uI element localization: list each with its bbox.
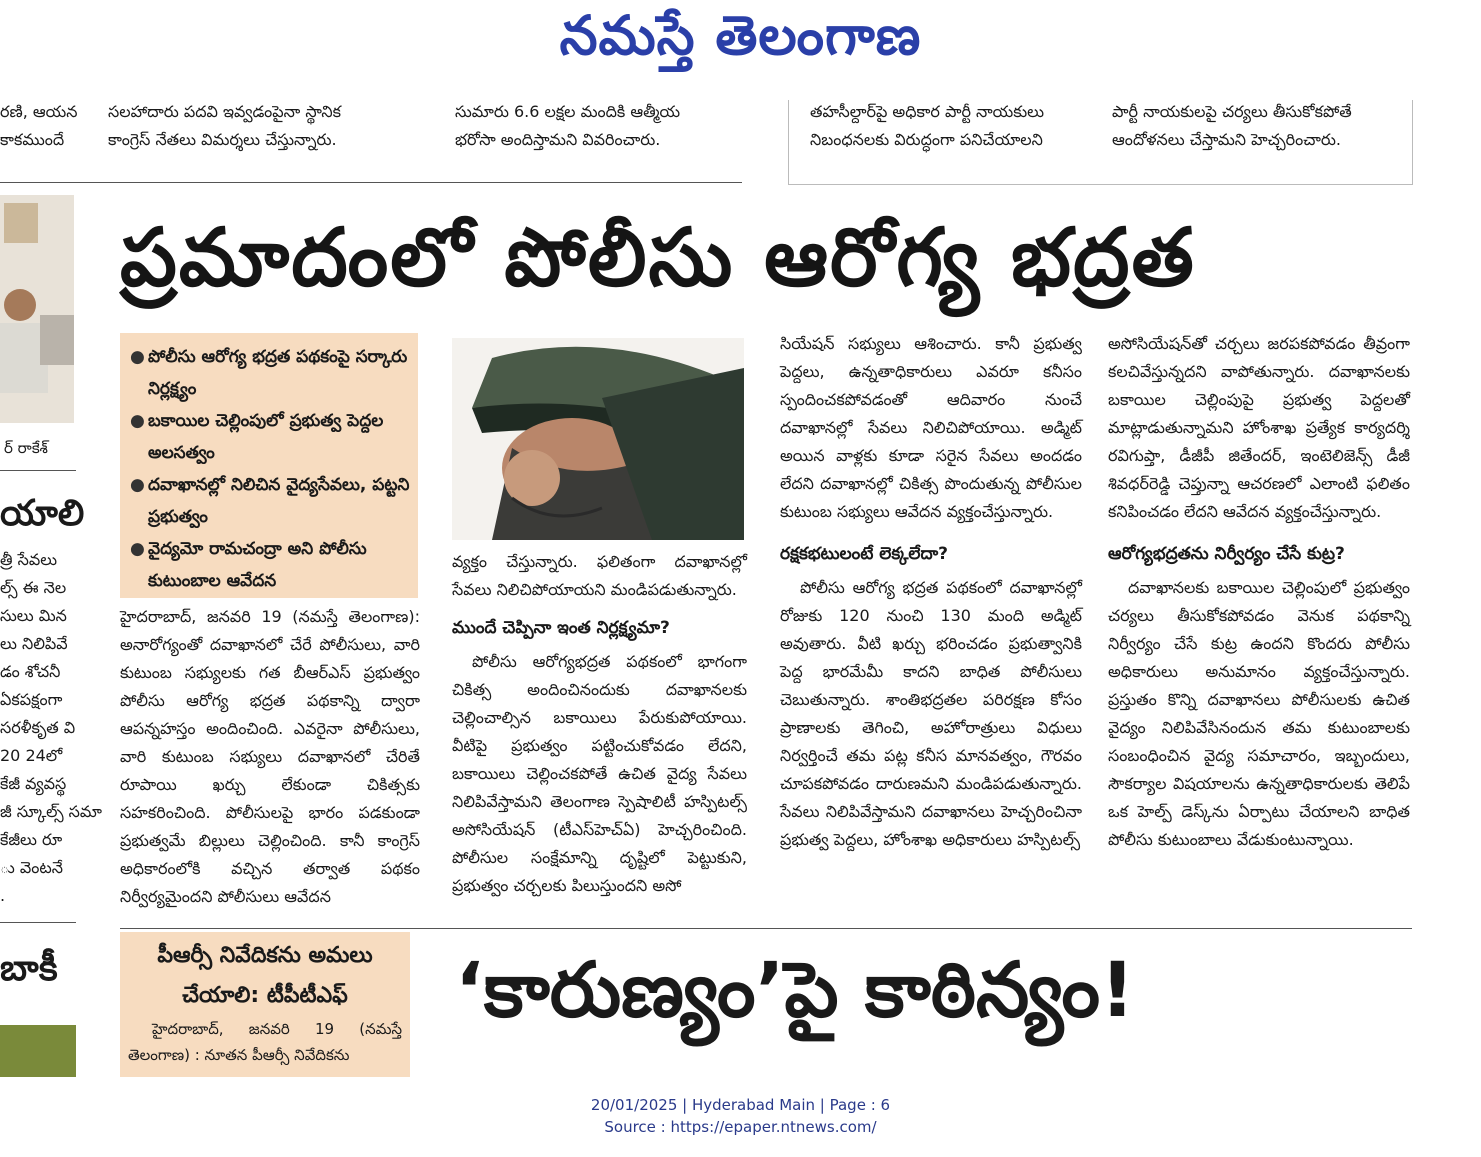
article-column-4: [1108, 330, 1410, 913]
text-line: .: [0, 886, 6, 905]
text-line: ఆందోళనలు చేస్తామని హెచ్చరించారు.: [1112, 130, 1341, 149]
highlight-item: [130, 405, 410, 469]
photo-caption: ర్ రాకేశ్: [4, 439, 48, 457]
body-paragraph: పోలీసు ఆరోగ్య భద్రత పథకంలో దవాఖానల్లో రోజుకు 120 నుంచి 130 మంది అడ్మిట్ అవుతారు. వీటి ఖర్చు భరించడం ప్రభుత్వానికి పెద్ద భారమేమీ కాదని బాధిత పోలీసులు చెబుతున్నారు. శాంతిభద్రతల పరిరక్షణ కోసం ప్రాణాలకు తెగించి, అహోరాత్రులు విధులు నిర్వర్తించే తమ పట్ల కనీస మానవత్వం, గౌరవం చూపకపోవడం దారుణమని మండిపడుతున్నారు. సేవలు నిలిపివేస్తామని దవాఖానలు హెచ్చరించినా ప్రభుత్వ పెద్దలు, హోంశాఖ అధికారులు హస్పిటల్స్: [780, 578, 1082, 849]
text-line: త్రీ సేవలు: [0, 550, 58, 569]
text-line: కేజీలు రూ: [0, 830, 63, 849]
article-column-2: [452, 548, 747, 913]
text-line: భరోసా అందిస్తామని వివరించారు.: [455, 130, 661, 149]
bottom-box-body: హైదరాబాద్, జనవరి 19 (నమస్తే తెలంగాణ) : నూతన పీఆర్సీ నివేదికను: [128, 1020, 402, 1064]
bullet-icon: ●: [130, 475, 145, 495]
top-strip-col2: [455, 98, 745, 154]
text-line: 20 24లో: [0, 746, 63, 765]
text-line: ు వెంటనే: [0, 858, 63, 877]
sub-heading: ఆరోగ్యభద్రతను నిర్వీర్యం చేసే కుట్ర?: [1108, 544, 1345, 564]
top-strip-col4: [1112, 98, 1397, 154]
highlight-item: [130, 469, 410, 533]
bottom-box-article: [120, 932, 410, 1077]
side-headline: యాలి: [0, 493, 85, 534]
text-line: సులు మిన: [0, 606, 67, 625]
text-line: సుమారు 6.6 లక్షల మందికి ఆత్మీయ: [455, 102, 681, 121]
bottom-headline: ‘కారుణ్యం’పై కాఠిన్యం!: [455, 945, 1135, 1034]
text-line: డం శోచనీ: [0, 662, 61, 681]
highlight-item: [130, 341, 410, 405]
highlight-text: దవాఖానల్లో నిలిచిన వైద్యసేవలు, పట్టని ప్రభుత్వం: [148, 475, 410, 527]
text-line: సలహాదారు పదవి ఇవ్వడంపైనా స్థానిక: [108, 102, 341, 121]
footer-date-line: 20/01/2025 | Hyderabad Main | Page : 6: [590, 1096, 891, 1114]
sub-heading: ముందే చెప్పినా ఇంత నిర్లక్ష్యమా?: [452, 618, 670, 638]
body-paragraph: హైదరాబాద్, జనవరి 19 (నమస్తే తెలంగాణ): అనారోగ్యంతో దవాఖానలో చేరే పోలీసులు, వారి కుటుంబ సభ్యులకు గత బీఆర్‌ఎస్ ప్రభుత్వం పోలీసు ఆరోగ్య భద్రత పథకాన్ని ద్వారా ఆపన్నహస్తం అందించింది. ఎవరైనా పోలీసులు, వారి కుటుంబ సభ్యులు దవాఖానలో చేరితే రూపాయి ఖర్చు లేకుండా చికిత్సకు సహకరించింది. పోలీసులపై భారం పడకుండా ప్రభుత్వమే బిల్లులు చెల్లించింది. కానీ కాంగ్రెస్ అధికారంలోకి వచ్చిన తర్వాత పథకం నిర్వీర్యమైందని పోలీసులు ఆవేదన: [120, 607, 420, 906]
footer-source-line: Source : https://epaper.ntnews.com/: [604, 1118, 877, 1136]
text-line: లు నిలిపివే: [0, 634, 68, 653]
text-line: రణి, ఆయన: [0, 102, 78, 121]
top-strip-col3: [810, 98, 1090, 154]
highlight-text: పోలీసు ఆరోగ్య భద్రత పథకంపై సర్కారు నిర్లక్ష్యం: [148, 347, 408, 399]
side-photo: [0, 195, 74, 423]
text-line: కాకముందే: [0, 130, 65, 149]
body-paragraph: వ్యక్తం చేస్తున్నారు. ఫలితంగా దవాఖానల్లో సేవలు నిలిచిపోయాయని మండిపడుతున్నారు.: [452, 552, 747, 599]
article-column-3: [780, 330, 1082, 913]
footer: [0, 1094, 1481, 1138]
article-headline: ప్రమాదంలో పోలీసు ఆరోగ్య భద్రత: [120, 211, 1196, 304]
text-line: కాంగ్రెస్ నేతలు విమర్శలు చేస్తున్నారు.: [108, 130, 337, 149]
divider: [0, 470, 76, 471]
sub-heading: రక్షకభటులంటే లెక్కలేదా?: [780, 544, 949, 564]
top-strip-col0: [0, 98, 82, 154]
text-line: సరళీకృత వి: [0, 718, 76, 737]
text-line: పార్టీ నాయకులపై చర్యలు తీసుకోకపోతే: [1112, 102, 1352, 121]
divider: [0, 182, 742, 183]
text-line: ల్స్ ఈ నెల: [0, 578, 67, 597]
newspaper-title: నమస్తే తెలంగాణ: [559, 4, 922, 67]
highlight-item: [130, 533, 410, 597]
bullet-icon: ●: [130, 347, 145, 367]
body-paragraph: అసోసియేషన్‌తో చర్చలు జరపకపోవడం తీవ్రంగా కలచివేస్తున్నదని వాపోతున్నారు. దవాఖానలకు బకాయిల చెల్లింపుపై ప్రభుత్వ పెద్దలతో మాట్లాడుతున్నామని హోంశాఖ ప్రత్యేక కార్యదర్శి రవిగుప్తా, డీజీపీ జితేందర్, ఇంటెలిజెన్స్ డీజీ శివధర్‌రెడ్డి చెప్తున్నా ఆచరణలో ఎలాంటి ఫలితం కనిపించడం లేదని ఆవేదన వ్యక్తంచేస్తున్నారు.: [1108, 334, 1410, 521]
body-paragraph: సియేషన్ సభ్యులు ఆశించారు. కానీ ప్రభుత్వ పెద్దలు, ఉన్నతాధికారులు ఎవరూ కనీసం స్పందించకపోవడంతో ఆదివారం నుంచే దవాఖానల్లో సేవలు నిలిచిపోయాయి. అడ్మిట్ అయిన వాళ్లకు కూడా సరైన సేవలు అందడం లేదని దవాఖానల్లో చికిత్స పొందుతున్న పోలీసుల కుటుంబ సభ్యులు ఆవేదన వ్యక్తంచేస్తున్నారు.: [780, 334, 1082, 521]
bottom-box-headline-2: చేయాలి: టీపీటీఎఫ్: [182, 983, 348, 1008]
bottom-box-headline-1: పీఆర్సీ నివేదికను అమలు: [157, 943, 373, 968]
divider: [120, 928, 1412, 929]
text-line: నిబంధనలకు విరుద్ధంగా పనిచేయాలని: [810, 130, 1043, 149]
side-bottom-photo: [0, 1025, 76, 1077]
top-strip-col1: [108, 98, 433, 154]
side-article-body: [0, 546, 102, 910]
divider: [0, 922, 76, 923]
police-illustration: [452, 338, 744, 540]
highlights-box: [120, 333, 418, 598]
text-line: తహసీల్దార్‌పై అధికార పార్టీ నాయకులు: [810, 102, 1044, 121]
bullet-icon: ●: [130, 411, 145, 431]
highlight-text: వైద్యమో రామచంద్రా అని పోలీసు కుటుంబాల ఆవేదన: [148, 539, 367, 591]
body-paragraph: పోలీసు ఆరోగ్యభద్రత పథకంలో భాగంగా చికిత్స అందించినందుకు దవాఖానలకు చెల్లించాల్సిన బకాయిలు పేరుకుపోయాయి. వీటిపై ప్రభుత్వం పట్టించుకోవడం లేదని, బకాయిలు చెల్లించకపోతే ఉచిత వైద్య సేవలు నిలిపివేస్తామని తెలంగాణ స్పెషాలిటీ హస్పిటల్స్ అసోసియేషన్ (టీఎస్‌హెచ్‌ఏ) హెచ్చరించింది. పోలీసుల సంక్షేమాన్ని దృష్టిలో పెట్టుకుని, ప్రభుత్వం చర్చలకు పిలుస్తుందని అసో: [452, 652, 747, 895]
masthead: [0, 0, 1481, 80]
text-line: జీ స్కూల్స్ సమా: [0, 802, 102, 821]
text-line: ఏకపక్షంగా: [0, 690, 63, 709]
text-line: కేజీ వ్యవస్థ: [0, 774, 67, 793]
body-paragraph: దవాఖానలకు బకాయిల చెల్లింపులో ప్రభుత్వం చర్యలు తీసుకోకపోవడం వెనుక పథకాన్ని నిర్వీర్యం చేసే కుట్ర ఉందని కొందరు పోలీసు అధికారులు అనుమానం వ్యక్తంచేస్తున్నారు. ప్రస్తుతం కొన్ని దవాఖానలు పోలీసులకు ఉచిత వైద్యం నిలిపివేసినందున తమ కుటుంబాలకు సంబంధించిన వైద్య సమాచారం, ఇబ్బందులు, సౌకర్యాల విషయాలను ఉన్నతాధికారులకు తెలిపే ఒక హెల్ప్ డెస్క్‌ను ఏర్పాటు చేయాలని బాధిత పోలీసు కుటుంబాలు వేడుకుంటున్నాయి.: [1108, 578, 1410, 849]
bullet-icon: ●: [130, 539, 145, 559]
article-column-1: [120, 603, 420, 913]
highlight-text: బకాయిల చెల్లింపులో ప్రభుత్వ పెద్దల అలసత్వం: [148, 411, 384, 463]
side-bottom-headline: బాకీ: [0, 948, 58, 989]
